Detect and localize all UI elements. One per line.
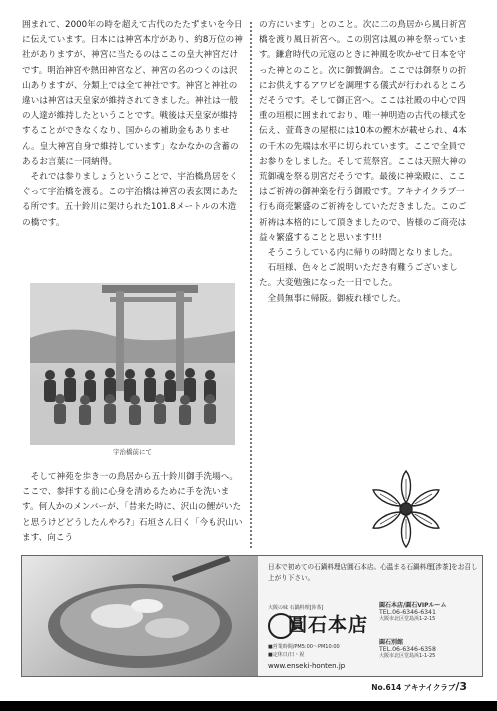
- issue-number: No.614: [371, 683, 402, 692]
- flower-decoration-icon: [365, 468, 447, 550]
- article-paragraph: 石垣様、色々とご説明いただき有難うございました。大変勉強になった一日でした。: [259, 263, 458, 289]
- ad-hours-block: [268, 644, 340, 659]
- article-right-column: [259, 18, 471, 307]
- article-paragraph: それでは参りましょうということで、宇治橋鳥居をくぐって宇治橋を渡る。この宇治橋は神宮の表玄関にあたる所です。五十鈴川に架けられた101.8メートルの木造の橋です。: [22, 172, 238, 228]
- store-phone: TEL.06-6346-6358: [379, 646, 436, 653]
- column-divider: [250, 22, 252, 548]
- article-paragraph: そして神苑を歩き一の鳥居から五十鈴川御手洗場へ。ここで、参拝する前に心身を清めるために手を洗います。何人かのメンバーが、「昔来た時に、沢山の鯉がいたと思うけどどうしたんやろ?」石垣さん曰く「今も沢山います、向こう: [22, 472, 243, 543]
- group-photo: [30, 283, 235, 445]
- store-address: 大阪市北区堂島浜1-1-25: [379, 653, 436, 659]
- holidays: ■定休日/日・祝: [268, 651, 305, 658]
- photo-caption: 宇治橋前にて: [113, 448, 152, 456]
- article-paragraph: そうこうしている内に帰りの時間となりました。: [267, 248, 458, 259]
- advertisement-details: [266, 556, 480, 676]
- store-main: [379, 602, 479, 623]
- group-photo-illustration: [30, 283, 235, 445]
- article-paragraph: の方にいます」とのこと。次に二の鳥居から風日祈宮橋を渡り風日祈宮へ。この別宮は風の神を祭っています。鎌倉時代の元寇のときに神風を吹かせて日本を守った神とのこと。次に御贄調舎。ここでは御祭りの折にお供えするアワビを調理する儀式が行われるところだそうです。そして御正宮へ。ここは社殿の中心で四重の垣根に囲まれており、唯一神明造の古代の様式を伝え、萱葺きの屋根には10本の鰹木が載せられ、4本の千木の先端は水平に切られています。ここで全員でお参りをしました。そして荒祭宮。ここは天照大神の荒御魂を祭る別宮だそうです。最後に神楽殿に、ここはご祈祷の御神楽を行う御殿です。アキナイクラブ一行も商売繁盛のご祈祷をしていただきました。このご祈祷は本格的にして頂きましたので、皆様のご商売は益々繁盛することと思います!!!: [259, 20, 467, 243]
- business-hours: ■営業時間/PM5:00〜PM10:00: [268, 644, 340, 650]
- ad-subtitle: 大阪の味 石鍋料理[涉茶]: [268, 605, 324, 611]
- website-url[interactable]: www.enseki-honten.jp: [268, 662, 346, 670]
- store-annex: [379, 639, 479, 660]
- bottom-bar: [0, 701, 497, 711]
- club-name: アキナイクラブ: [403, 683, 456, 692]
- page-footer: [371, 680, 467, 693]
- restaurant-logo: 圓石本店: [288, 614, 369, 636]
- article-left-column-top: [22, 18, 244, 231]
- article-left-column-bottom: [22, 470, 244, 546]
- restaurant-advertisement: [21, 555, 483, 677]
- ad-lead-text: 日本で初めての石鍋料理店圓石本店。心温まる石鍋料理[涉茶]をお召し上がり下さい。: [268, 563, 478, 582]
- article-paragraph: 囲まれて、2000年の時を超えて古代のたたずまいを今日に伝えています。日本には神宮本庁があり、約8万位の神社がありますが、神宮に当たるのはここの皇大神宮だけです。明治神宮や熱田神宮など、神宮の名のつくのは沢山ありますが、分類上では全て神社です。神宮と神社の違いは神宮は天皇家が維持されてきました。神社は一般の人達が維持したということです。戦後は天皇家が維持することができなくなり、国からの補助金もありません。皇大神宮自身で維持しています」なかなかの含蓄のあるお言葉に一同納得。: [22, 20, 243, 167]
- hotpot-photo: [22, 556, 258, 676]
- store-address: 大阪市北区堂島浜1-2-15: [379, 616, 436, 622]
- store-phone: TEL.06-6346-6341: [379, 609, 436, 616]
- page-number: /3: [455, 680, 467, 693]
- store-name: 圓石別館: [379, 639, 404, 646]
- hotpot-illustration: [22, 556, 258, 676]
- store-name: 圓石本店/圓石VIPルーム: [379, 602, 447, 609]
- article-paragraph: 全員無事に帰阪。御疲れ様でした。: [267, 293, 406, 304]
